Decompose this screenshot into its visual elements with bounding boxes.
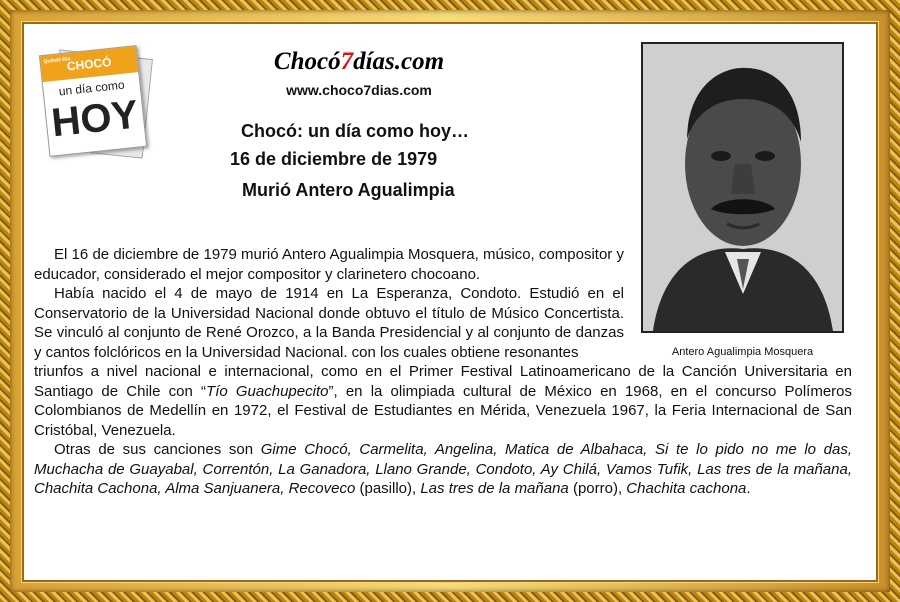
heading-line-1: Chocó: un día como hoy… [241, 121, 469, 141]
paragraph-2-part-2 [34, 362, 852, 440]
song-title-tio-guachupecito: Tío Guachupecito [206, 382, 329, 400]
paragraph-1: El 16 de diciembre de 1979 murió Antero Agualimpia Mosquera, músico, compositor y educador, considerado el mejor compositor y clarinetero chocoano. [34, 246, 624, 283]
site-title-rest: días.com [353, 48, 445, 75]
paragraph-3-intro: Otras de sus canciones son [54, 441, 261, 458]
calendar-band-small: Quibdó Bta [43, 56, 71, 65]
photo-caption: Antero Agualimpia Mosquera [671, 346, 814, 358]
song-list: Gime Chocó, Carmelita, Angelina, Matica de Albahaca, Si te lo pido no me lo das, Muchacha de Guayabal, Correntón, La Ganadora, Llano Grande, Condoto, Ay Chilá, Vamos Tufik, Las tres de la mañana, Chachita Cachona, Alma Sanjuanera, Recoveco [34, 441, 853, 497]
paragraph-3-genre-pasillo: (pasillo), [355, 480, 421, 497]
calendar-page [39, 45, 147, 157]
paragraph-3 [34, 440, 852, 499]
calendar-middle-text: un día como [58, 77, 126, 99]
paragraph-2-text-b: ”, en la olimpiada cultural de México en 1968, en el concurso Polímeros Colombianos de Medellín en 1972, el Festival de Estudiantes en Mérida, Venezuela 1967, la Feria Internacional de San Cristóbal, Venezuela. [34, 382, 852, 439]
heading-date: 16 de diciembre de 1979 [230, 149, 438, 169]
song-chachita-cachona: Chachita cachona [626, 480, 747, 497]
paragraph-2-part-1: Había nacido el 4 de mayo de 1914 en La Esperanza, Condoto. Estudió en el Conservatorio de la Universidad Nacional donde obtuvo el título de Músico Concertista. Se vinculó al conjunto de René Orozco, a la Banda Presidencial y al conjunto de danzas y cantos folclóricos en la Universidad Nacional. con los cuales obtiene resonantes [34, 285, 624, 361]
paragraph-2-text-a: triunfos a nivel nacional e internacional, como en el Primer Festival Latinoamericano de la Canción Universitaria en Santiago de Chile con “ [34, 363, 852, 400]
paragraph-3-end: . [746, 480, 751, 497]
site-url: www.choco7dias.com [286, 82, 432, 98]
song-las-tres-de-la-manana: Las tres de la mañana [420, 480, 569, 497]
heading-event: Murió Antero Agualimpia [242, 180, 455, 200]
calendar-logo [40, 40, 152, 162]
site-title-number: 7 [340, 48, 354, 75]
paragraph-3-genre-porro: (porro), [568, 480, 627, 497]
article-card [24, 24, 876, 580]
site-title-main: Chocó [273, 48, 341, 75]
site-title [254, 48, 464, 76]
calendar-band-label: CHOCÓ [66, 54, 113, 74]
calendar-big-text: HOY [49, 92, 141, 146]
article-body [34, 245, 852, 499]
